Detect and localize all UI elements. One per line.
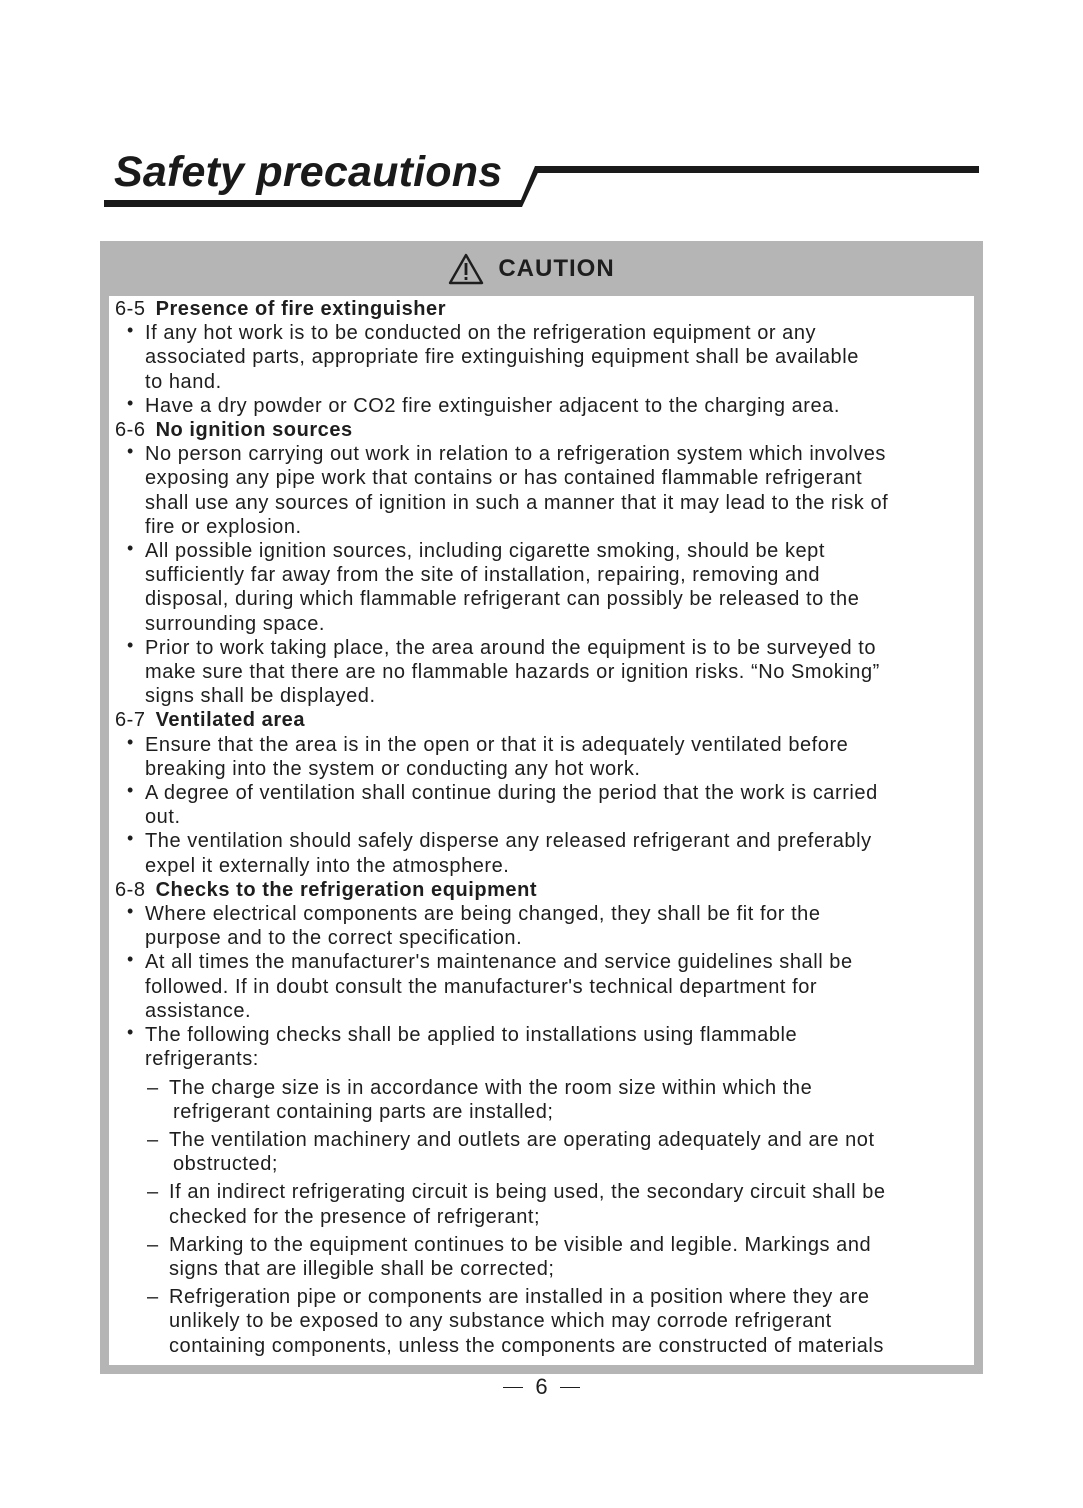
caution-panel	[100, 241, 983, 1374]
section-title: Presence of fire extinguisher	[155, 298, 447, 320]
bullet-text-line: make sure that there are no flammable hazards or ignition risks. “No Smoking”	[145, 661, 880, 684]
bullet-text-line: No person carrying out work in relation to a refrigeration system which involves	[145, 443, 886, 466]
bullet-text-line: A degree of ventilation shall continue during the period that the work is carried	[145, 782, 878, 805]
bullet-dot-icon: •	[127, 1022, 134, 1043]
bullet-text-line: fire or explosion.	[145, 515, 302, 538]
section-number: 6-8	[115, 878, 146, 901]
bullet-dot-icon: •	[127, 634, 134, 655]
dash-marker: –	[147, 1076, 159, 1099]
section-heading	[115, 418, 970, 442]
bullet-text-line: assistance.	[145, 999, 252, 1022]
dash-marker: –	[147, 1233, 159, 1256]
page-number-value: 6	[535, 1374, 548, 1399]
sub-item-text-line: refrigerant containing parts are installed;	[173, 1100, 554, 1123]
section-number: 6-6	[115, 419, 146, 442]
bullet-text-line: If any hot work is to be conducted on the refrigeration equipment or any	[145, 322, 817, 345]
sub-item-text-line: signs that are illegible shall be corrected;	[169, 1257, 555, 1280]
page-header	[0, 0, 1083, 215]
bullet-text-line: shall use any sources of ignition in such a manner that it may lead to the risk of	[145, 491, 889, 514]
page-number-left-dash	[503, 1387, 523, 1388]
bullet-text-line: followed. If in doubt consult the manufacturer's technical department for	[145, 975, 818, 998]
dash-marker: –	[147, 1128, 159, 1151]
bullet-text-line: At all times the manufacturer's maintenance and service guidelines shall be	[145, 951, 853, 974]
bullet-item	[115, 733, 970, 781]
bullet-dot-icon: •	[127, 780, 134, 801]
bullet-dot-icon: •	[127, 441, 134, 462]
caution-header	[100, 241, 983, 296]
sub-item-text-line: If an indirect refrigerating circuit is being used, the secondary circuit shall be	[169, 1181, 886, 1204]
bullet-dot-icon: •	[127, 901, 134, 922]
section-heading	[115, 708, 970, 732]
bullet-text-line: surrounding space.	[145, 612, 326, 635]
page-number	[0, 1374, 1083, 1400]
sub-item-text-line: containing components, unless the components are constructed of materials	[169, 1334, 884, 1357]
bullet-text-line: out.	[145, 806, 181, 829]
bullet-dot-icon: •	[127, 320, 134, 341]
bullet-item	[115, 321, 970, 394]
dash-marker: –	[147, 1181, 159, 1204]
bullet-text-line: Have a dry powder or CO2 fire extinguisher adjacent to the charging area.	[145, 394, 840, 417]
bullet-text-line: Prior to work taking place, the area around the equipment is to be surveyed to	[145, 636, 877, 659]
page-number-right-dash	[560, 1387, 580, 1388]
bullet-text-line: associated parts, appropriate fire extinguishing equipment shall be available	[145, 346, 859, 369]
bullet-text-line: Where electrical components are being changed, they shall be fit for the	[145, 903, 821, 926]
sub-item-text-line: Marking to the equipment continues to be visible and legible. Markings and	[169, 1233, 872, 1256]
section-heading	[115, 878, 970, 902]
warning-triangle-icon	[448, 253, 484, 285]
bullet-item	[115, 829, 970, 877]
bullet-text-line: to hand.	[145, 370, 222, 393]
bullet-text-line: Ensure that the area is in the open or that it is adequately ventilated before	[145, 733, 849, 756]
bullet-text-line: expel it externally into the atmosphere.	[145, 854, 510, 877]
caution-label: CAUTION	[498, 254, 615, 282]
bullet-text-line: purpose and to the correct specification.	[145, 927, 523, 950]
page-title: Safety precautions	[114, 148, 503, 196]
bullet-dot-icon: •	[127, 949, 134, 970]
bullet-text-line: All possible ignition sources, including cigarette smoking, should be kept	[145, 540, 825, 563]
dash-marker: –	[147, 1286, 159, 1309]
section-title: Checks to the refrigeration equipment	[155, 878, 538, 901]
section-heading	[115, 297, 970, 321]
sub-item-text-line: The ventilation machinery and outlets are operating adequately and are not	[169, 1128, 875, 1151]
bullet-item	[115, 902, 970, 950]
bullet-dot-icon: •	[127, 392, 134, 413]
section-number: 6-7	[115, 709, 146, 732]
sub-item-text-line: checked for the presence of refrigerant;	[169, 1205, 541, 1228]
bullet-item	[115, 950, 970, 1023]
section-title: No ignition sources	[155, 419, 353, 442]
bullet-text-line: disposal, during which flammable refrigerant can possibly be released to the	[145, 588, 860, 611]
sub-item	[115, 1076, 970, 1124]
section-title: Ventilated area	[155, 709, 305, 732]
bullet-dot-icon: •	[127, 538, 134, 559]
bullet-dot-icon: •	[127, 731, 134, 752]
sub-item	[115, 1180, 970, 1228]
bullet-dot-icon: •	[127, 828, 134, 849]
sub-item	[115, 1233, 970, 1281]
bullet-text-line: refrigerants:	[145, 1048, 259, 1071]
sub-item	[115, 1128, 970, 1176]
bullet-item	[115, 442, 970, 539]
sub-item-text-line: The charge size is in accordance with the room size within which the	[169, 1076, 813, 1099]
sub-item	[115, 1285, 970, 1358]
sub-item-text-line: unlikely to be exposed to any substance which may corrode refrigerant	[169, 1310, 832, 1333]
sub-item-text-line: obstructed;	[173, 1153, 278, 1176]
bullet-text-line: The ventilation should safely disperse any released refrigerant and preferably	[145, 830, 872, 853]
bullet-item	[115, 539, 970, 636]
bullet-item	[115, 394, 970, 418]
bullet-text-line: The following checks shall be applied to installations using flammable	[145, 1024, 798, 1047]
caution-body	[109, 296, 974, 1365]
bullet-text-line: sufficiently far away from the site of installation, repairing, removing and	[145, 564, 821, 587]
bullet-item	[115, 636, 970, 709]
bullet-text-line: signs shall be displayed.	[145, 685, 376, 708]
bullet-text-line: breaking into the system or conducting any hot work.	[145, 757, 641, 780]
bullet-text-line: exposing any pipe work that contains or has contained flammable refrigerant	[145, 467, 863, 490]
bullet-item	[115, 781, 970, 829]
caution-content	[115, 297, 970, 1358]
sub-item-text-line: Refrigeration pipe or components are installed in a position where they are	[169, 1286, 870, 1309]
bullet-item	[115, 1023, 970, 1071]
section-number: 6-5	[115, 298, 146, 320]
